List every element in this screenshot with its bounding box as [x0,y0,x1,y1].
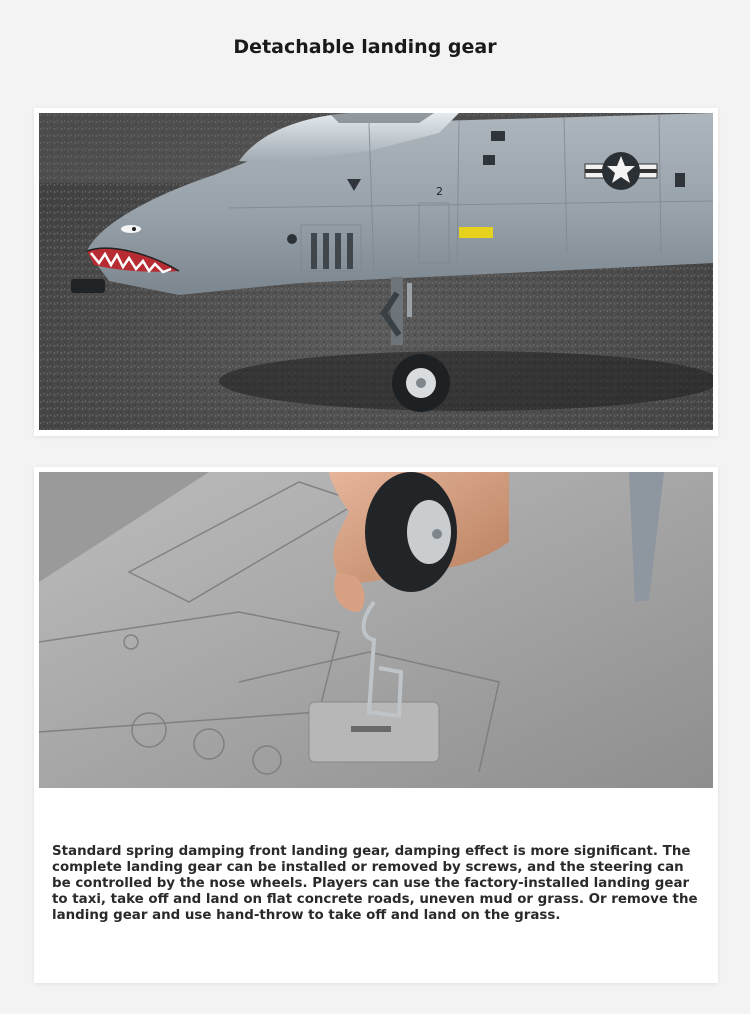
photo-frame-nose-gear [34,108,718,436]
detached-landing-gear-photo [39,472,713,788]
fuselage-number: 2 [436,185,443,198]
section-title: Detachable landing gear [233,36,497,58]
photo-frame-detached-gear [34,467,718,983]
nose-wheel [392,354,450,412]
aircraft-shadow [219,351,713,411]
description-text: Standard spring damping front landing gear, damping effect is more significant. The complete landing gear can be installed or removed by screws, and the steering can be controlled by the nose wheels. Players can use the factory-installed landing gear to taxi, take off and land on flat concrete roads, uneven mud or grass. Or remove the landing gear and use hand-throw to take off and land on the grass. [52,844,698,923]
gun-barrel [71,279,105,293]
yellow-marking [459,227,493,238]
detached-wheel [365,472,457,592]
nose-landing-gear-photo [39,113,713,430]
description-card [39,789,713,983]
